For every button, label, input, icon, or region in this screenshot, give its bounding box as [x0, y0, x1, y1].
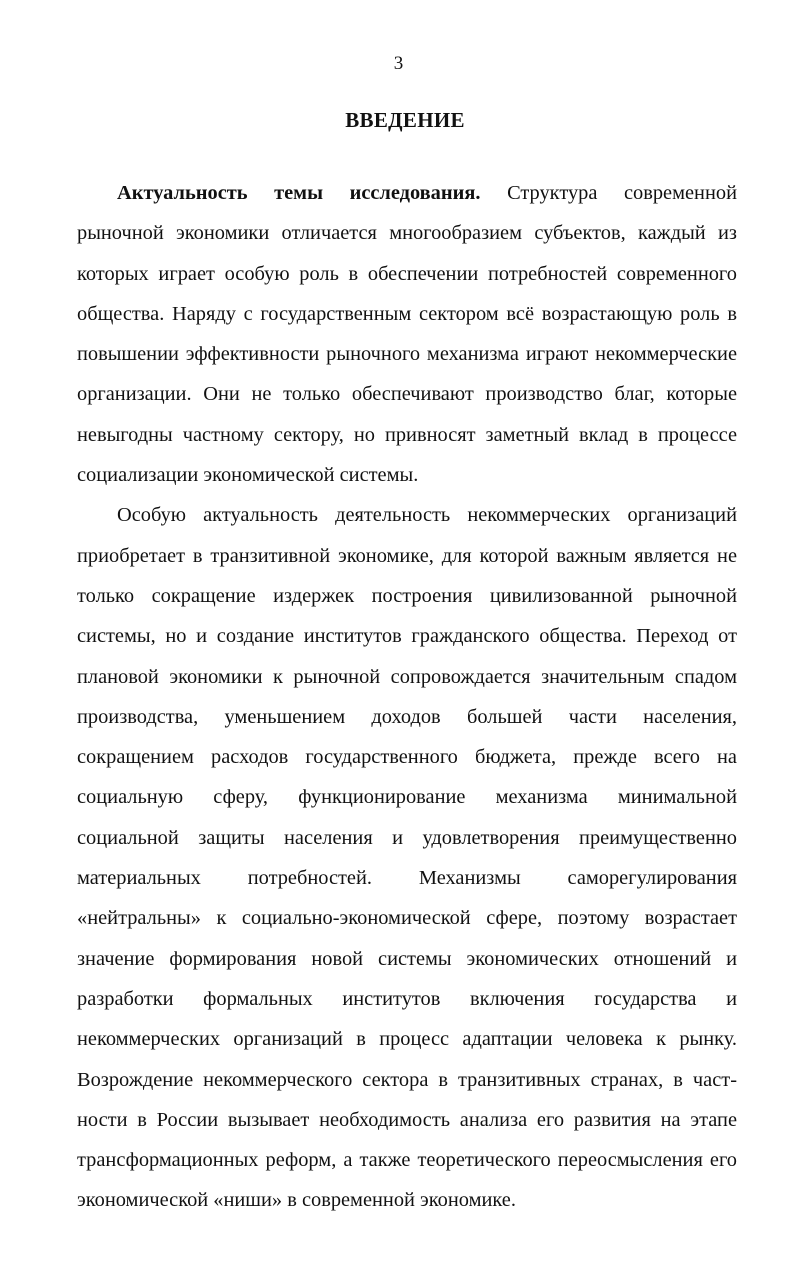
page-number: 3	[393, 53, 404, 74]
paragraph-relevance	[77, 173, 737, 495]
paragraph-text: Структура современной рыночной экономики отличается многообразием субъектов, каждый из которых играет особую роль в обеспечении потребностей современного общества. Наряду с государственным сектором всё возрастающую роль в повышении эффективности рыночного механизма играют некоммерческие организации. Они не только обеспечивают производство благ, которые невыгодны частному сектору, но привносят заметный вклад в процессе социализации экономической системы.	[77, 182, 737, 487]
paragraph-lead: Актуальность темы исследования.	[117, 182, 481, 204]
section-heading: ВВЕДЕНИЕ	[345, 108, 465, 132]
paragraph-nonprofit-relevance	[77, 495, 737, 1220]
paragraph-text: Особую актуальность деятельность некоммерческих организаций приобретает в транзитивной экономике, для которой важным является не только сокращение издержек построения цивилизованной рыночной системы, но и создание институтов гражданского общества. Переход от плановой экономики к рыночной сопровождается значительным спадом производства, уменьшением доходов большей части населения, сокращением расходов государственного бюджета, прежде всего на социальную сферу, функционирование механизма минимальной социальной защиты населения и удовлетворения преимущественно материальных потребностей. Механизмы саморегулирования «нейтральны» к социально-экономической сфере, поэтому возрастает значение формирования новой системы экономических отношений и разработки формальных институтов включения государства и некоммерческих организаций в процесс адаптации человека к рынку. Возрождение некоммерческого сектора в транзитивных странах, в частности в России вызывает необходимость анализа его развития на этапе трансформационных реформ, а также теоретического переосмысления его экономической «ниши» в современной экономике.	[77, 504, 737, 1212]
body-text	[77, 173, 737, 1221]
